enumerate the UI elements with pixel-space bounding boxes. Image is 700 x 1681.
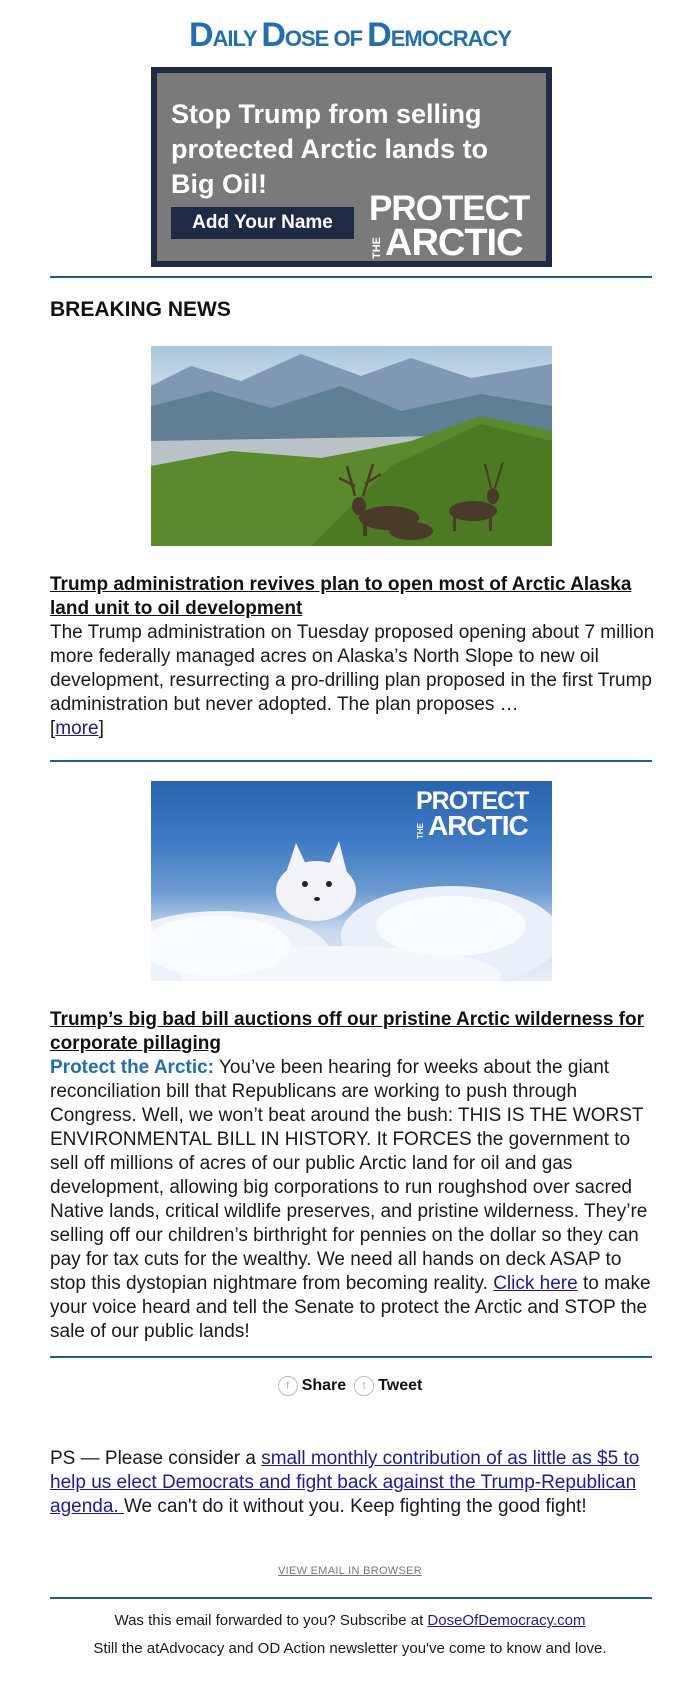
article-1-body: The Trump administration on Tuesday proposed opening about 7 million more federally managed acres on Alaska’s North Slope to new oil development, resurrecting a pro-drilling plan proposed in the first Trump administration but never adopted. The plan proposes … [more]	[50, 622, 655, 739]
monthly-contribution-link[interactable]: small monthly contribution of as little as $5 to help us elect Democrats and fight back against the Trump-Republican agenda.	[50, 1448, 640, 1517]
banner-headline: Stop Trump from selling protected Arctic lands to Big Oil!	[171, 99, 489, 199]
subscribe-link[interactable]: DoseOfDemocracy.com	[427, 1612, 586, 1629]
article-2-text-end: to make your voice heard and tell the Senate to protect the Arctic and STOP the sale of our public lands!	[50, 1273, 651, 1342]
masthead-word: AILY	[212, 26, 262, 51]
divider	[50, 760, 652, 762]
view-email-in-browser-link[interactable]: VIEW EMAIL IN BROWSER	[277, 1565, 423, 1577]
article-1-title-link[interactable]: Trump administration revives plan to open most of Arctic Alaska land unit to oil development	[50, 574, 632, 619]
logo-protect-text: PROTECT	[416, 787, 529, 815]
facebook-icon: f	[278, 1376, 298, 1396]
ps-paragraph	[50, 1447, 655, 1519]
petition-banner[interactable]	[151, 67, 552, 267]
article-2-lead: Protect the Arctic:	[50, 1057, 214, 1078]
protect-the-arctic-logo	[416, 789, 546, 839]
divider	[50, 276, 652, 278]
click-here-link[interactable]: Click here	[493, 1273, 578, 1294]
footer-forward-line	[0, 1612, 700, 1629]
logo-the-text: THE	[371, 237, 383, 259]
masthead-letter: D	[188, 16, 213, 54]
tweet-button[interactable]	[354, 1376, 422, 1396]
landscape-illustration	[151, 346, 552, 546]
article-2-body	[50, 1056, 655, 1344]
share-label: Share	[301, 1377, 347, 1394]
logo-arctic-text: ARCTIC	[428, 810, 528, 841]
logo-the-text: THE	[416, 823, 425, 839]
masthead-logo[interactable]	[0, 16, 700, 55]
caribou-landscape-image[interactable]	[151, 346, 552, 546]
footer-tagline: Still the atAdvocacy and OD Action newsletter you've come to know and love.	[93, 1640, 607, 1657]
share-button[interactable]	[278, 1376, 346, 1396]
article-1-text: The Trump administration on Tuesday proposed opening about 7 million more federally managed acres on Alaska’s North Slope to new oil development, resurrecting a pro-drilling plan proposed in the first Trump administration but never adopted. The plan proposes …	[50, 622, 655, 715]
article-2-text: You’ve been hearing for weeks about the giant reconciliation bill that Republicans are working to push through Congress. Well, we won’t beat around the bush: THIS IS THE WORST ENVIRONMENTAL BILL IN HISTORY. It FORCES the government to sell off millions of acres of our public Arctic land for oil and gas development, allowing big corporations to run roughshod over sacred Native lands, critical wildlife preserves, and pristine wilderness. They’re selling off our children’s birthright for pennies on the dollar so they can pay for tax cuts for the wealthy. We need all hands on deck ASAP to stop this dystopian nightmare from becoming reality.	[50, 1057, 648, 1294]
arctic-fox-image[interactable]	[151, 781, 552, 981]
share-row	[0, 1376, 700, 1396]
twitter-icon: t	[354, 1376, 374, 1396]
article-1-more-link[interactable]: more	[55, 718, 99, 739]
tweet-label: Tweet	[378, 1377, 423, 1394]
footer-forward-text: Was this email forwarded to you? Subscribe at	[114, 1612, 428, 1629]
add-your-name-button[interactable]: Add Your Name	[171, 207, 354, 239]
logo-arctic-text: ARCTIC	[385, 222, 523, 264]
masthead-letter: D	[367, 16, 391, 54]
ps-prefix: PS — Please consider a	[50, 1448, 262, 1469]
masthead-word: OSE OF	[284, 26, 368, 51]
divider	[50, 1597, 652, 1599]
article-2-title-link[interactable]: Trump’s big bad bill auctions off our pristine Arctic wilderness for corporate pillaging	[50, 1009, 645, 1054]
ps-suffix: We can't do it without you. Keep fighting the good fight!	[123, 1496, 587, 1517]
masthead-word: EMOCRACY	[390, 26, 512, 51]
masthead-letter: D	[261, 16, 285, 54]
logo-protect-text: PROTECT	[369, 189, 530, 228]
divider	[50, 1356, 652, 1358]
protect-the-arctic-logo	[369, 189, 549, 264]
section-title: BREAKING NEWS	[50, 298, 231, 321]
